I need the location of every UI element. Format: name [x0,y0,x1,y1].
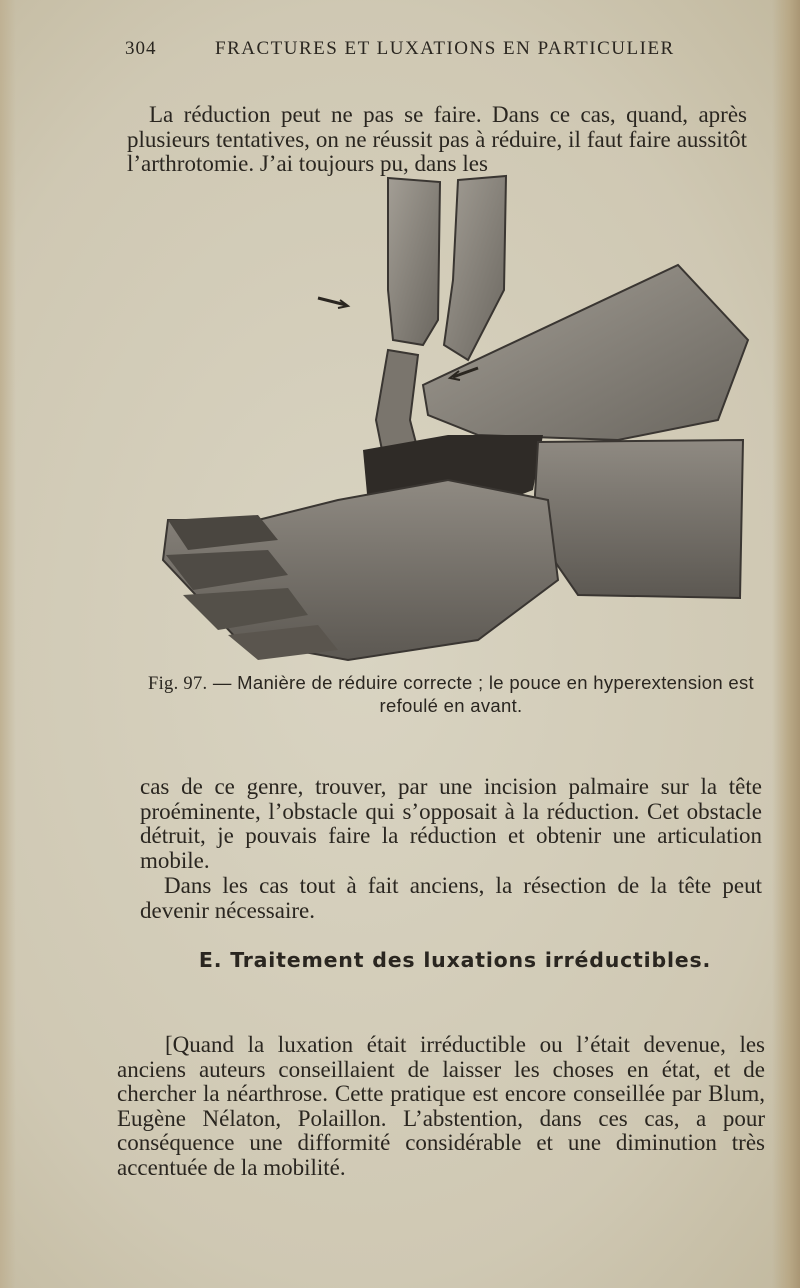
page-edge-left [0,0,16,1288]
page-edge-right [772,0,800,1288]
figure-caption [148,672,754,717]
paragraph-irreducible: [Quand la luxation était irréductible ou l’était devenue, les anciens auteurs conseillaient de laisser les choses en état, et de chercher la néarthrose. Cette pratique est encore conseillée par Blum, Eugène Nélaton, Polaillon. L’abstention, dans ces cas, a pour conséquence une difformité considérable et une diminution très accentuée de la mobilité. [117,1032,765,1180]
running-header [125,38,755,64]
operator-finger-right [444,176,506,360]
section-heading: E. Traitement des luxations irréductibles. [198,948,712,972]
figure-label: Fig. 97. [148,674,208,694]
page-number: 304 [125,38,157,59]
figure-illustration [148,170,758,670]
figure-caption-text: — Manière de réduire correcte ; le pouce en hyperextension est refoulé en avant. [212,672,754,716]
paragraph-resection: Dans les cas tout à fait anciens, la résection de la tête peut devenir nécessaire. [140,873,762,923]
patient-forearm [533,440,743,598]
running-title: FRACTURES ET LUXATIONS EN PARTICULIER [215,38,675,59]
hand-reduction-illustration [148,170,758,670]
paragraph-reduction: La réduction peut ne pas se faire. Dans ce cas, quand, après plusieurs tentatives, on ne réussit pas à réduire, il faut faire aussitôt l’arthrotomie. J’ai toujours pu, dans les [127,102,747,176]
paragraph-incision: cas de ce genre, trouver, par une incision palmaire sur la tête proéminente, l’obstacle qui s’opposait à la réduction. Cet obstacle détruit, je pouvais faire la réduction et obtenir une articulation mobile. [140,774,762,873]
operator-finger-left [388,178,440,345]
